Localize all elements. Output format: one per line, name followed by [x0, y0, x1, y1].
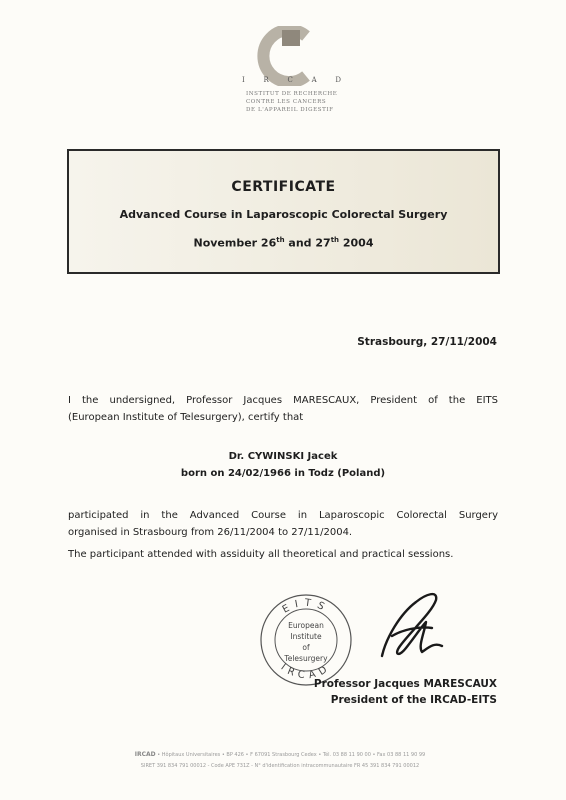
statement-line: I the undersigned, Professor Jacques MARESCAUX, President of the EITS [68, 395, 498, 406]
certificate-title: CERTIFICATE [231, 179, 336, 195]
logo-letter: C [287, 76, 294, 84]
svg-text:EITS [281, 597, 332, 615]
stamp-line: European [288, 621, 324, 630]
signer-name: Professor Jacques MARESCAUX [313, 678, 497, 690]
logo-letter: A [311, 76, 318, 84]
logo-letter: I [242, 76, 246, 84]
certification-statement [68, 392, 498, 426]
footer-brand: IRCAD [134, 751, 156, 758]
course-title: Advanced Course in Laparoscopic Colorectal Surgery [119, 208, 448, 221]
footer-line2: SIRET 391 834 791 00012 - Code APE 731Z - N° d'identification intracommunautaire FR 45 391 834 791 00012 [140, 763, 420, 769]
handwritten-signature [372, 586, 452, 670]
participation-statement [68, 507, 498, 541]
signer-block [314, 676, 497, 708]
eits-stamp [258, 592, 354, 688]
signer-title: President of the IRCAD-EITS [330, 694, 497, 706]
dates-prefix: November 26 [193, 236, 277, 250]
stamp-center-text [278, 620, 334, 664]
footer-address [80, 749, 480, 772]
stamp-line: Telesurgery [284, 654, 328, 663]
recipient-block [0, 448, 566, 482]
logo-subtitle-line: CONTRE LES CANCERS [246, 99, 327, 105]
stamp-ring-top: EITS [280, 597, 332, 616]
footer-line1 [80, 749, 480, 761]
stamp-line: Institute [290, 632, 322, 641]
certificate-header-box [67, 149, 500, 274]
recipient-birth: born on 24/02/1966 in Todz (Poland) [180, 468, 386, 479]
attendance-statement: The participant attended with assiduity all theoretical and practical sessions. [68, 549, 454, 560]
logo-subtitle-line: DE L'APPAREIL DIGESTIF [246, 107, 334, 113]
statement-line: (European Institute of Telesurgery), certify that [68, 412, 304, 423]
logo-letters [242, 76, 342, 84]
dates-sup1: th [276, 236, 285, 244]
logo-subtitle-line: INSTITUT DE RECHERCHE [246, 91, 338, 97]
stamp-ring-bottom: IRCAD [278, 661, 334, 682]
logo-letter: R [263, 76, 270, 84]
recipient-name: Dr. CYWINSKI Jacek [228, 451, 338, 462]
logo-subtitle [246, 90, 358, 114]
footer-address-text: • Hôpitaux Universitaires • BP 426 • F 67091 Strasbourg Cedex • Tél. 03 88 11 90 00 • Fax 03 88 11 90 99 [155, 752, 426, 758]
logo-letter: D [335, 76, 342, 84]
dates-suffix: 2004 [339, 236, 374, 250]
place-date: Strasbourg, 27/11/2004 [357, 336, 497, 348]
statement-line: organised in Strasbourg from 26/11/2004 to 27/11/2004. [68, 527, 353, 538]
course-dates [69, 236, 498, 250]
stamp-line: of [302, 643, 310, 652]
statement-line: participated in the Advanced Course in Laparoscopic Colorectal Surgery [68, 510, 498, 521]
dates-middle: and 27 [284, 236, 331, 250]
ircad-logo [236, 26, 356, 126]
dates-sup2: th [330, 236, 340, 244]
